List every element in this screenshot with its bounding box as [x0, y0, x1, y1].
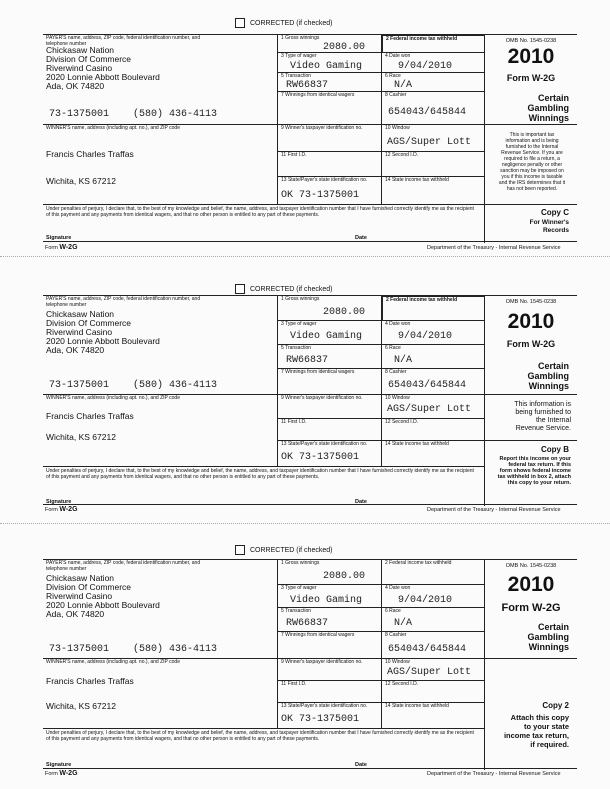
box13-state-id[interactable] — [278, 177, 382, 205]
copy-sub5: this copy to your return. — [507, 480, 571, 486]
corrected-label: CORRECTED (if checked) — [250, 286, 333, 293]
payer-line1: Chickasaw Nation — [46, 309, 115, 319]
header-box — [485, 35, 577, 125]
box5-label: 5 Transaction — [281, 73, 312, 79]
perjury-box — [43, 205, 485, 243]
winner-name: Francis Charles Traffas — [46, 149, 134, 159]
box7-label: 7 Winnings from identical wagers — [281, 632, 355, 638]
box13-value: OK 73-1375001 — [281, 714, 360, 725]
payer-fein: 73-1375001 — [49, 380, 110, 391]
notice-line2: information and is being — [505, 138, 559, 144]
perjury-statement: Under penalties of perjury, I declare that, to the best of my knowledge and belief, the name, address, and taxpayer identification number that I have furnished correctly identify me as the recipient of this payment and any payments from identical wagers, and that no other person is entitled to any part of these payments. — [46, 206, 474, 218]
winner-citystate: Wichita, KS 67212 — [46, 432, 116, 442]
box1-value: 2080.00 — [323, 571, 366, 582]
signature-label: Signature — [46, 499, 72, 505]
box9-label: 9 Winner's taxpayer identification no. — [281, 395, 363, 401]
notice-box — [485, 395, 577, 441]
box9-winner-tin[interactable] — [278, 125, 382, 152]
box4-date-won[interactable] — [382, 321, 485, 345]
box2-label: 2 Federal income tax withheld — [386, 297, 458, 303]
form-footer-left — [45, 770, 78, 777]
notice-box — [485, 125, 577, 205]
box6-race[interactable] — [382, 608, 485, 632]
corrected-label: CORRECTED (if checked) — [250, 547, 333, 554]
winner-name: Francis Charles Traffas — [46, 411, 134, 421]
payer-line5: Ada, OK 74820 — [46, 345, 105, 355]
box8-value: 654043/645844 — [388, 380, 467, 391]
winner-label: WINNER'S name, address (including apt. no.), and ZIP code — [46, 125, 180, 131]
notice-line1: This is important tax — [509, 132, 555, 138]
payer-line5: Ada, OK 74820 — [46, 81, 105, 91]
form-frame — [43, 295, 577, 505]
box13-value: OK 73-1375001 — [281, 452, 360, 463]
copy-sub1: Report this income on your — [499, 456, 571, 462]
form-prefix: Form — [45, 771, 58, 777]
box2-federal-withheld[interactable] — [382, 296, 485, 321]
notice-line7: sanction may be imposed on — [500, 168, 564, 174]
department-footer: Department of the Treasury - Internal Revenue Service — [427, 507, 561, 513]
winner-citystate: Wichita, KS 67212 — [46, 176, 116, 186]
tax-year: 2010 — [507, 573, 555, 596]
box1-value: 2080.00 — [323, 42, 366, 53]
box1-label: 1 Gross winnings — [281, 296, 320, 302]
box4-date-won[interactable] — [382, 585, 485, 608]
box6-label: 6 Race — [385, 73, 401, 79]
payer-line2: Division Of Commerce — [46, 582, 132, 592]
perjury-box — [43, 467, 485, 506]
box10-window[interactable] — [382, 395, 485, 419]
box12-second-id[interactable] — [382, 152, 485, 177]
box4-label: 4 Date won — [385, 585, 411, 591]
box3-label: 3 Type of wager — [281, 321, 317, 327]
box11-label: 11 First I.D. — [281, 419, 307, 425]
box3-value: Video Gaming — [290, 595, 363, 606]
box12-label: 12 Second I.D. — [385, 681, 419, 687]
box14-state-withheld[interactable] — [382, 441, 485, 467]
copy-label: Copy 2 — [542, 701, 569, 710]
box2-federal-withheld[interactable] — [382, 35, 485, 53]
box9-winner-tin[interactable] — [278, 395, 382, 419]
payer-line3: Riverwind Casino — [46, 591, 113, 601]
payer-line4: 2020 Lonnie Abbott Boulevard — [46, 600, 160, 610]
date-label: Date — [355, 762, 367, 768]
box1-label: 1 Gross winnings — [281, 35, 320, 41]
date-label: Date — [355, 499, 367, 505]
box8-label: 8 Cashier — [385, 92, 407, 98]
payer-line4: 2020 Lonnie Abbott Boulevard — [46, 72, 160, 82]
box4-value: 9/04/2010 — [398, 61, 453, 72]
box5-transaction[interactable] — [278, 73, 382, 92]
box13-state-id[interactable] — [278, 441, 382, 467]
box1-gross-winnings[interactable] — [278, 35, 382, 53]
box14-label: 14 State income tax withheld — [385, 177, 449, 183]
payer-box — [43, 296, 278, 395]
form-name: Form W-2G — [506, 73, 556, 83]
omb-number: OMB No. 1545-0238 — [505, 38, 557, 44]
box9-label: 9 Winner's taxpayer identification no. — [281, 125, 363, 131]
tax-year: 2010 — [507, 310, 555, 333]
copy-sub2: to your state — [523, 722, 569, 731]
header-box — [485, 560, 577, 659]
payer-line3: Riverwind Casino — [46, 327, 113, 337]
form-code: W-2G — [59, 770, 78, 777]
box3-wager-type[interactable] — [278, 53, 382, 73]
omb-number: OMB No. 1545-0238 — [505, 299, 557, 305]
copy-box — [485, 205, 577, 243]
form-footer-left — [45, 244, 78, 251]
payer-line5: Ada, OK 74820 — [46, 609, 105, 619]
box11-first-id[interactable] — [278, 419, 382, 441]
payer-fein: 73-1375001 — [49, 109, 110, 120]
payer-box — [43, 560, 278, 659]
box11-label: 11 First I.D. — [281, 681, 307, 687]
box5-transaction[interactable] — [278, 345, 382, 369]
box6-label: 6 Race — [385, 345, 401, 351]
form-code: W-2G — [59, 506, 78, 513]
copy-sub2: federal tax return. If this — [508, 462, 571, 468]
box10-window[interactable] — [382, 125, 485, 152]
box8-value: 654043/645844 — [388, 107, 467, 118]
form-prefix: Form — [45, 245, 58, 251]
box7-identical-wagers[interactable] — [278, 632, 382, 659]
box6-race[interactable] — [382, 345, 485, 369]
box3-label: 3 Type of wager — [281, 585, 317, 591]
corrected-checkbox[interactable] — [235, 18, 245, 28]
box14-label: 14 State income tax withheld — [385, 441, 449, 447]
payer-fein: 73-1375001 — [49, 644, 110, 655]
box8-label: 8 Cashier — [385, 369, 407, 375]
box10-value: AGS/Super Lott — [387, 667, 472, 678]
box10-label: 10 Window — [385, 659, 410, 665]
box11-label: 11 First I.D. — [281, 152, 307, 158]
box2-label: 2 Federal income tax withheld — [386, 36, 458, 42]
winner-citystate: Wichita, KS 67212 — [46, 701, 116, 711]
box5-label: 5 Transaction — [281, 608, 312, 614]
payer-label: PAYER'S name, address, ZIP code, federal identification number, and telephone number — [46, 560, 201, 572]
box5-value: RW66837 — [286, 355, 329, 366]
box13-label: 13 State/Payer's state identification no. — [281, 703, 368, 709]
notice-line4: Revenue Service. If you are — [501, 150, 563, 156]
box1-gross-winnings[interactable] — [278, 560, 382, 585]
copy-sub1: Attach this copy — [510, 713, 569, 722]
box3-value: Video Gaming — [290, 61, 363, 72]
perjury-statement: Under penalties of perjury, I declare that, to the best of my knowledge and belief, the name, address, and taxpayer identification number that I have furnished correctly identify me as the recipient of this payment and any payments from identical wagers, and that no other person is entitled to any part of these payments. — [46, 468, 474, 480]
title-line1: Certain — [537, 93, 569, 103]
box14-label: 14 State income tax withheld — [385, 703, 449, 709]
payer-label: PAYER'S name, address, ZIP code, federal identification number, and telephone number — [46, 35, 201, 47]
department-footer: Department of the Treasury - Internal Revenue Service — [427, 771, 561, 777]
box4-label: 4 Date won — [385, 53, 411, 59]
box8-cashier[interactable] — [382, 632, 485, 659]
winner-name: Francis Charles Traffas — [46, 676, 134, 686]
box8-cashier[interactable] — [382, 92, 485, 125]
box6-value: N/A — [394, 80, 413, 91]
cut-line — [0, 256, 610, 257]
title-line1: Certain — [537, 361, 569, 371]
box1-gross-winnings[interactable] — [278, 296, 382, 321]
box4-value: 9/04/2010 — [398, 331, 453, 342]
box6-value: N/A — [394, 355, 413, 366]
title-line3: Winnings — [528, 113, 569, 123]
form-name: Form W-2G — [501, 602, 561, 614]
box1-label: 1 Gross winnings — [281, 560, 320, 566]
box7-identical-wagers[interactable] — [278, 369, 382, 395]
box8-cashier[interactable] — [382, 369, 485, 395]
box10-label: 10 Window — [385, 395, 410, 401]
payer-phone: (580) 436-4113 — [133, 380, 218, 391]
box1-value: 2080.00 — [323, 307, 366, 318]
winner-box — [43, 125, 278, 205]
perjury-box — [43, 729, 485, 770]
notice-line8: you if this income is taxable — [501, 174, 563, 180]
box4-label: 4 Date won — [385, 321, 411, 327]
box12-label: 12 Second I.D. — [385, 152, 419, 158]
notice-line6: negligence penalty or other — [501, 162, 563, 168]
box10-label: 10 Window — [385, 125, 410, 131]
box7-identical-wagers[interactable] — [278, 92, 382, 125]
box5-value: RW66837 — [286, 80, 329, 91]
winner-label: WINNER'S name, address (including apt. no.), and ZIP code — [46, 395, 180, 401]
copy-box — [485, 441, 577, 506]
copy-sub3: form shows federal income — [499, 468, 571, 474]
payer-label: PAYER'S name, address, ZIP code, federal identification number, and telephone number — [46, 296, 201, 308]
perjury-statement: Under penalties of perjury, I declare that, to the best of my knowledge and belief, the name, address, and taxpayer identification number that I have furnished correctly identify me as the recipient of this payment and any payments from identical wagers, and that no other person is entitled to any part of these payments. — [46, 730, 474, 742]
form-frame — [43, 559, 577, 769]
corrected-checkbox[interactable] — [235, 284, 245, 294]
box12-second-id[interactable] — [382, 419, 485, 441]
payer-line1: Chickasaw Nation — [46, 45, 115, 55]
box7-label: 7 Winnings from identical wagers — [281, 92, 355, 98]
box13-state-id[interactable] — [278, 703, 382, 729]
title-line2: Gambling — [527, 371, 569, 381]
copy-sub4: tax withheld in box 2, attach — [497, 474, 571, 480]
signature-label: Signature — [46, 762, 72, 768]
box4-value: 9/04/2010 — [398, 595, 453, 606]
payer-line1: Chickasaw Nation — [46, 573, 115, 583]
date-label: Date — [355, 235, 367, 241]
payer-line3: Riverwind Casino — [46, 63, 113, 73]
box4-date-won[interactable] — [382, 53, 485, 73]
corrected-checkbox-row — [235, 18, 435, 30]
box10-value: AGS/Super Lott — [387, 137, 472, 148]
winner-label: WINNER'S name, address (including apt. no.), and ZIP code — [46, 659, 180, 665]
form-frame — [43, 34, 577, 242]
winner-box — [43, 395, 278, 467]
box14-state-withheld[interactable] — [382, 703, 485, 729]
department-footer: Department of the Treasury - Internal Revenue Service — [427, 245, 561, 251]
title-line3: Winnings — [528, 381, 569, 391]
payer-line2: Division Of Commerce — [46, 54, 132, 64]
box11-first-id[interactable] — [278, 681, 382, 703]
title-line1: Certain — [537, 622, 569, 632]
box5-transaction[interactable] — [278, 608, 382, 632]
notice-line2: being furnished to — [515, 409, 571, 416]
form-name: Form W-2G — [506, 339, 556, 349]
form-code: W-2G — [59, 244, 78, 251]
box6-race[interactable] — [382, 73, 485, 92]
box7-label: 7 Winnings from identical wagers — [281, 369, 355, 375]
box10-window[interactable] — [382, 659, 485, 681]
header-box — [485, 296, 577, 395]
copy-sub1: For Winner's — [529, 219, 569, 226]
tax-year: 2010 — [507, 45, 555, 68]
omb-number: OMB No. 1545-0238 — [505, 563, 557, 569]
payer-phone: (580) 436-4113 — [133, 109, 218, 120]
box6-label: 6 Race — [385, 608, 401, 614]
copy-box — [485, 659, 577, 770]
notice-line9: and the IRS determines that it — [498, 180, 566, 186]
box13-label: 13 State/Payer's state identification no. — [281, 441, 368, 447]
payer-line4: 2020 Lonnie Abbott Boulevard — [46, 336, 160, 346]
box12-label: 12 Second I.D. — [385, 419, 419, 425]
payer-phone: (580) 436-4113 — [133, 644, 218, 655]
corrected-checkbox[interactable] — [235, 545, 245, 555]
copy-label: Copy B — [541, 445, 569, 454]
box11-first-id[interactable] — [278, 152, 382, 177]
winner-box — [43, 659, 278, 729]
box3-label: 3 Type of wager — [281, 53, 317, 59]
box2-label: 2 Federal income tax withheld — [385, 560, 452, 566]
corrected-checkbox-row — [235, 545, 435, 557]
notice-line1: This information is — [514, 401, 571, 408]
box3-wager-type[interactable] — [278, 321, 382, 345]
form-footer-left — [45, 506, 78, 513]
corrected-label: CORRECTED (if checked) — [250, 20, 333, 27]
cut-line — [0, 523, 610, 524]
copy-label: Copy C — [541, 208, 569, 217]
box13-value: OK 73-1375001 — [281, 190, 360, 201]
copy-sub3: income tax return, — [503, 731, 569, 740]
copy-sub2: Records — [542, 227, 569, 234]
box3-value: Video Gaming — [290, 331, 363, 342]
notice-line5: required to file a return, a — [504, 156, 560, 162]
payer-box — [43, 35, 278, 125]
box13-label: 13 State/Payer's state identification no. — [281, 177, 368, 183]
box8-label: 8 Cashier — [385, 632, 407, 638]
box5-value: RW66837 — [286, 618, 329, 629]
notice-line10: has not been reported. — [506, 186, 558, 192]
box2-federal-withheld[interactable] — [382, 560, 485, 585]
title-line2: Gambling — [527, 103, 569, 113]
box10-value: AGS/Super Lott — [387, 404, 472, 415]
copy-sub4: if required. — [530, 740, 569, 749]
notice-line3: the Internal — [535, 417, 571, 424]
box9-label: 9 Winner's taxpayer identification no. — [281, 659, 363, 665]
box14-state-withheld[interactable] — [382, 177, 485, 205]
box6-value: N/A — [394, 618, 413, 629]
box8-value: 654043/645844 — [388, 644, 467, 655]
notice-line4: Revenue Service. — [515, 425, 571, 432]
box9-winner-tin[interactable] — [278, 659, 382, 681]
box5-label: 5 Transaction — [281, 345, 312, 351]
payer-line2: Division Of Commerce — [46, 318, 132, 328]
form-prefix: Form — [45, 507, 58, 513]
signature-label: Signature — [46, 235, 72, 241]
title-line3: Winnings — [528, 642, 569, 652]
box12-second-id[interactable] — [382, 681, 485, 703]
notice-line3: furnished to the Internal — [505, 144, 559, 150]
title-line2: Gambling — [527, 632, 569, 642]
box3-wager-type[interactable] — [278, 585, 382, 608]
